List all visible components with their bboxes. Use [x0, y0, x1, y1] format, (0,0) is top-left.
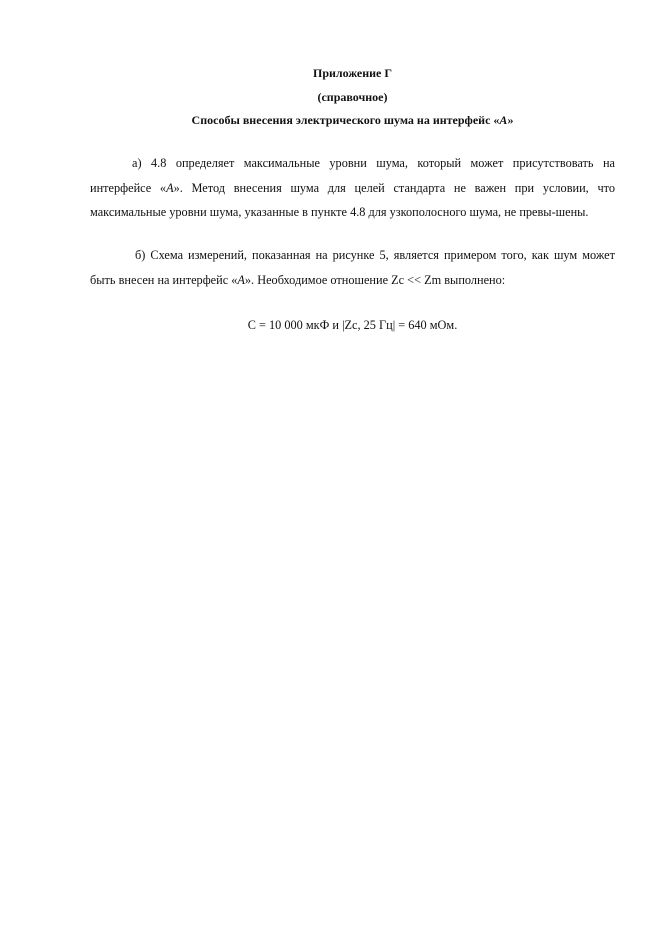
paragraph-a [90, 151, 615, 225]
paragraph-b-letter: A [237, 272, 245, 287]
appendix-heading: Приложение Г [312, 66, 392, 80]
appendix-status: (справочное) [317, 90, 388, 104]
formula: C = 10 000 мкФ и |Zc, 25 Гц| = 640 мОм. [247, 318, 458, 332]
paragraph-b-text-2: ». Необходимое отношение Zc << Zm выполнено: [244, 272, 506, 287]
appendix-title-text: Способы внесения электрического шума на интерфейс « [191, 113, 500, 127]
appendix-title [90, 113, 615, 127]
paragraph-b-text-1: б) Схема измерений, показанная на рисунке 5, является примером того, как шум может быть внесен на интерфейс « [90, 248, 615, 287]
paragraph-b [90, 243, 615, 292]
appendix-title-close: » [507, 113, 514, 127]
appendix-title-letter: A [499, 113, 508, 127]
paragraph-a-text-1: а) 4.8 определяет максимальные уровни шума, который может присутствовать на интерфейсе « [90, 156, 615, 195]
paragraph-a-text-2: ». Метод внесения шума для целей стандарта не важен при условии, что максимальные уровни шума, указанные в пункте 4.8 для узкополосного шума, не превы-шены. [90, 180, 615, 219]
paragraph-a-letter: A [166, 180, 174, 195]
